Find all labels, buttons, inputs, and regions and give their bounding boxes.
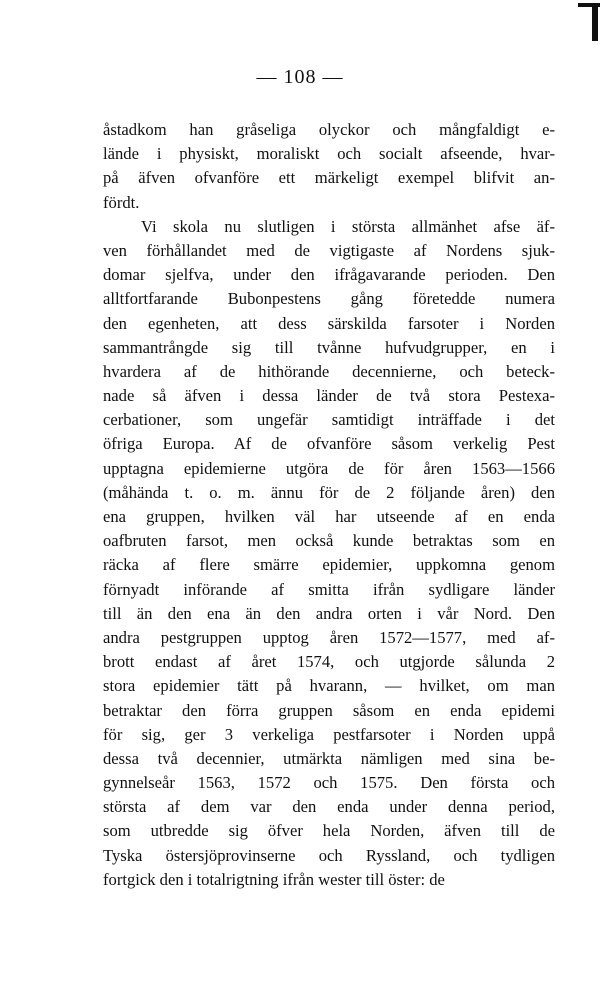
text-line: till än den ena än den andra orten i vår Nord. Den — [103, 603, 555, 623]
text-line: fördt. — [103, 192, 140, 212]
text-line: på äfven ofvanföre ett märkeligt exempel blifvit an- — [103, 168, 555, 188]
body-text — [103, 118, 555, 892]
text-line: som utbredde sig öfver hela Norden, äfven till de — [103, 821, 555, 841]
text-line: ven förhållandet med de vigtigaste af Nordens sjuk- — [103, 240, 555, 260]
text-line: sammantrångde sig till tvånne hufvudgrupper, en i — [103, 337, 555, 357]
text-line: ena gruppen, hvilken väl har utseende af en enda — [103, 507, 555, 526]
text-line: nade så äfven i dessa länder de två stora Pestexa- — [103, 386, 555, 406]
text-line: domar sjelfva, under den ifrågavarande perioden. Den — [103, 265, 555, 285]
text-line: betraktar den förra gruppen såsom en enda epidemi — [103, 700, 555, 720]
text-line: Vi skola nu slutligen i största allmänhet afse äf- — [141, 216, 555, 236]
text-line: dessa två decennier, utmärkta nämligen med sina be- — [103, 748, 555, 768]
text-line: stora epidemier tätt på hvarann, — hvilket, om man — [103, 676, 555, 696]
text-line: cerbationer, som ungefär samtidigt inträffade i det — [103, 410, 555, 430]
text-line: förnyadt införande af smitta ifrån sydligare länder — [103, 579, 555, 599]
text-line: öfriga Europa. Af de ofvanföre såsom verkelig Pest — [103, 434, 555, 454]
text-line: gynnelseår 1563, 1572 och 1575. Den första och — [103, 773, 555, 793]
text-line: alltfortfarande Bubonpestens gång företedde numera — [103, 289, 555, 309]
text-line: största af dem var den enda under denna period, — [103, 797, 555, 817]
page-number: — 108 — — [256, 66, 344, 88]
text-line: andra pestgruppen upptog åren 1572—1577, med af- — [103, 627, 555, 647]
text-line: upptagna epidemierne utgöra de för åren 1563—1566 — [103, 458, 555, 478]
text-line: fortgick den i totalrigtning ifrån wester till öster: de — [103, 869, 445, 889]
text-line: brott endast af året 1574, och utgjorde sålunda 2 — [103, 652, 555, 672]
text-line: den egenheten, att dess särskilda farsoter i Norden — [103, 313, 555, 333]
text-line: Tyska östersjöprovinserne och Ryssland, och tydligen — [103, 845, 555, 865]
text-line: åstadkom han gråseliga olyckor och mångfaldigt e- — [103, 120, 555, 139]
text-line: för sig, ger 3 verkeliga pestfarsoter i Norden uppå — [103, 724, 555, 744]
page-corner-mark — [572, 0, 600, 44]
text-line: hvardera af de hithörande decennierne, och beteck- — [103, 361, 555, 381]
text-line: lände i physiskt, moraliskt och socialt afseende, hvar- — [103, 144, 555, 164]
text-line: oafbruten farsot, men också kunde betraktas som en — [103, 531, 555, 551]
text-line: räcka af flere smärre epidemier, uppkomna genom — [103, 555, 555, 575]
text-line: (måhända t. o. m. ännu för de 2 följande åren) den — [103, 482, 555, 502]
